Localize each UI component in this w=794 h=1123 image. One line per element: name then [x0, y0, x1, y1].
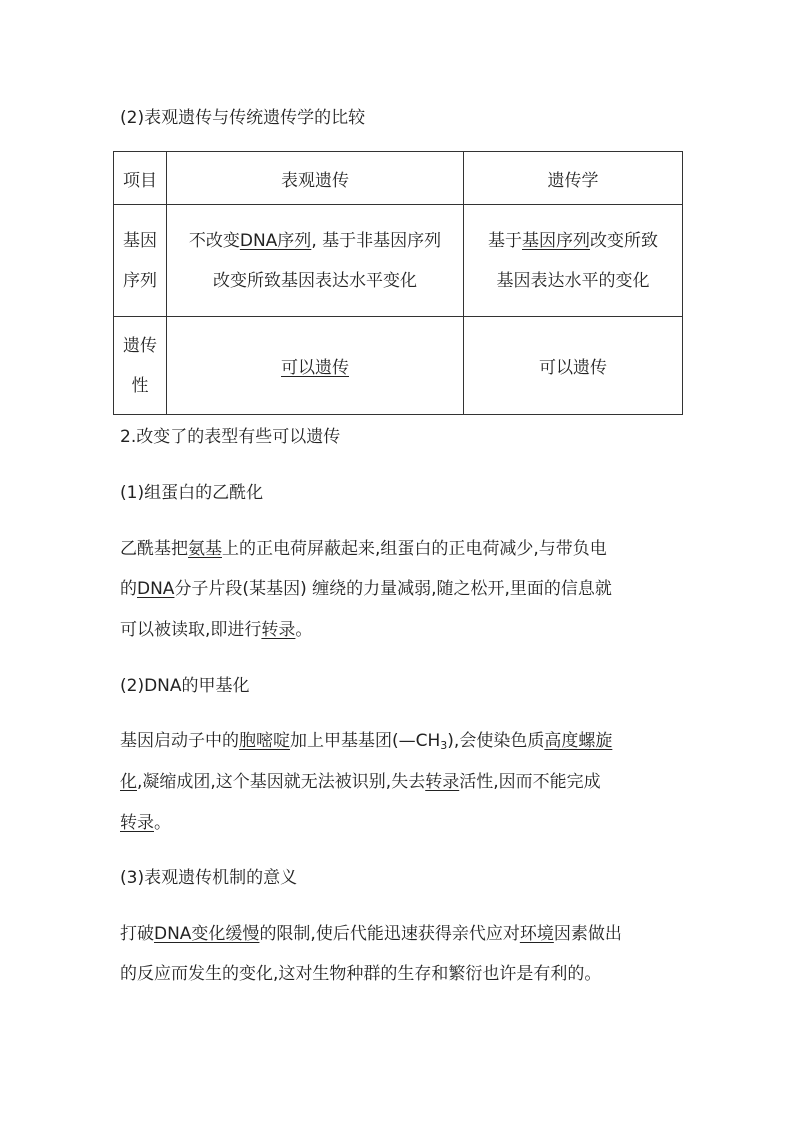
header-item: 项目	[114, 152, 167, 205]
subheading-significance: (3)表观遗传机制的意义	[120, 868, 298, 888]
paragraph-line: 打破DNA变化缓慢的限制,使后代能迅速获得亲代应对环境因素做出	[120, 924, 622, 944]
subheading-acetylation: (1)组蛋白的乙酰化	[120, 483, 264, 503]
row-label-heritability: 遗传 性	[114, 317, 167, 415]
subheading-methylation: (2)DNA的甲基化	[120, 676, 250, 696]
paragraph-line: 的反应而发生的变化,这对生物种群的生存和繁衍也许是有利的。	[120, 964, 602, 984]
epi-heritability-cell: 可以遗传	[167, 317, 464, 415]
table-header-row	[114, 152, 683, 205]
paragraph-line: 化,凝缩成团,这个基因就无法被识别,失去转录活性,因而不能完成	[120, 772, 601, 792]
paragraph-line: 基因启动子中的胞嘧啶加上甲基基团$(—CH_3)$,会使染色质高度螺旋	[120, 731, 613, 752]
point-heading: 2.改变了的表型有些可以遗传	[120, 427, 341, 447]
paragraph-line: 乙酰基把氨基上的正电荷屏蔽起来,组蛋白的正电荷减少,与带负电	[120, 539, 607, 559]
row-label-gene-sequence: 基因 序列	[114, 205, 167, 317]
gen-heritability-cell: 可以遗传	[464, 317, 683, 415]
header-epigenetics: 表观遗传	[167, 152, 464, 205]
epi-gene-sequence-cell: 不改变DNA序列, 基于非基因序列 改变所致基因表达水平变化	[167, 205, 464, 317]
paragraph-line: 的DNA分子片段(某基因) 缠绕的力量减弱,随之松开,里面的信息就	[120, 579, 612, 599]
table-row	[114, 205, 683, 317]
gen-gene-sequence-cell: 基于基因序列改变所致 基因表达水平的变化	[464, 205, 683, 317]
header-genetics: 遗传学	[464, 152, 683, 205]
section-heading: (2)表观遗传与传统遗传学的比较	[120, 108, 366, 128]
paragraph-line: 转录。	[120, 813, 171, 833]
comparison-table	[113, 151, 683, 415]
table-row	[114, 317, 683, 415]
paragraph-line: 可以被读取,即进行转录。	[120, 620, 313, 640]
